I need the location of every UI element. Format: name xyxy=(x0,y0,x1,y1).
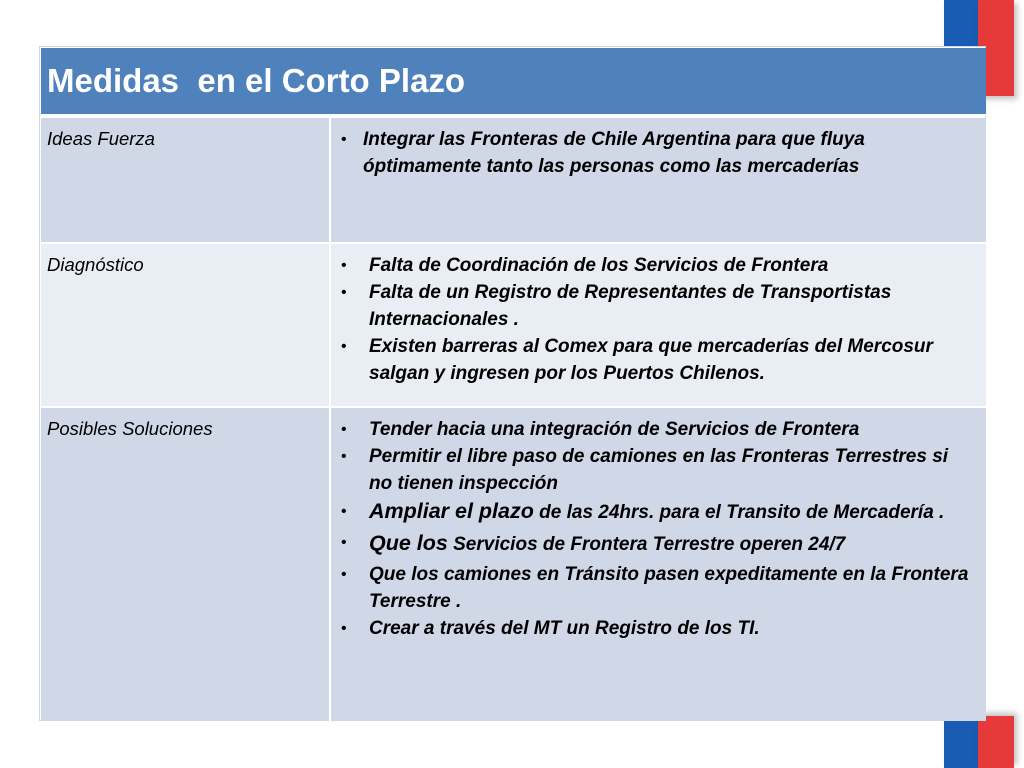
bullet-icon: • xyxy=(341,448,347,465)
bullet-icon: • xyxy=(341,284,347,301)
bullet-icon: • xyxy=(341,338,347,355)
bullet-icon: • xyxy=(341,534,347,551)
row-label: Diagnóstico xyxy=(41,244,331,406)
flag-accent-red-bottom xyxy=(978,716,1014,768)
bullet-list xyxy=(339,126,976,180)
flag-accent-blue-top xyxy=(944,0,978,46)
bullet-lead-text: Que los xyxy=(369,531,448,555)
row-content xyxy=(331,408,986,721)
bullet-item: • Integrar las Fronteras de Chile Argentina para que fluya óptimamente tanto las personas como las mercaderías xyxy=(339,126,976,180)
bullet-list xyxy=(339,252,976,387)
bullet-icon: • xyxy=(341,257,347,274)
bullet-lead-text: Ampliar el plazo xyxy=(369,499,534,523)
table-row-ideas-fuerza xyxy=(41,118,986,244)
table-row-posibles-soluciones xyxy=(41,408,986,721)
flag-accent-blue-bottom xyxy=(944,716,978,768)
bullet-item: • Tender hacia una integración de Servicios de Frontera xyxy=(339,416,976,443)
row-content xyxy=(331,118,986,242)
bullet-item: • Ampliar el plazo de las 24hrs. para el Transito de Mercadería . xyxy=(339,497,976,527)
bullet-icon: • xyxy=(341,421,347,438)
bullet-item: • Que los Servicios de Frontera Terrestre operen 24/7 xyxy=(339,527,976,561)
slide-title: Medidas en el Corto Plazo xyxy=(47,62,466,99)
bullet-icon: • xyxy=(341,566,347,583)
row-content xyxy=(331,244,986,406)
row-label: Posibles Soluciones xyxy=(41,408,331,721)
bullet-icon: • xyxy=(341,131,347,148)
table-row-diagnostico xyxy=(41,244,986,408)
row-label: Ideas Fuerza xyxy=(41,118,331,242)
title-bar xyxy=(41,48,986,116)
bullet-item: • Que los camiones en Tránsito pasen expeditamente en la Frontera Terrestre . xyxy=(339,561,976,615)
bullet-item: • Falta de Coordinación de los Servicios de Frontera xyxy=(339,252,976,279)
bullet-item: • Falta de un Registro de Representantes de Transportistas Internacionales . xyxy=(339,279,976,333)
bullet-item: • Existen barreras al Comex para que mercaderías del Mercosur salgan y ingresen por los Puertos Chilenos. xyxy=(339,333,976,387)
measures-table xyxy=(40,47,985,720)
bullet-list xyxy=(339,416,976,642)
bullet-item: • Crear a través del MT un Registro de los TI. xyxy=(339,615,976,642)
bullet-icon: • xyxy=(341,503,347,520)
bullet-item: • Permitir el libre paso de camiones en las Fronteras Terrestres si no tienen inspección xyxy=(339,443,976,497)
bullet-icon: • xyxy=(341,620,347,637)
